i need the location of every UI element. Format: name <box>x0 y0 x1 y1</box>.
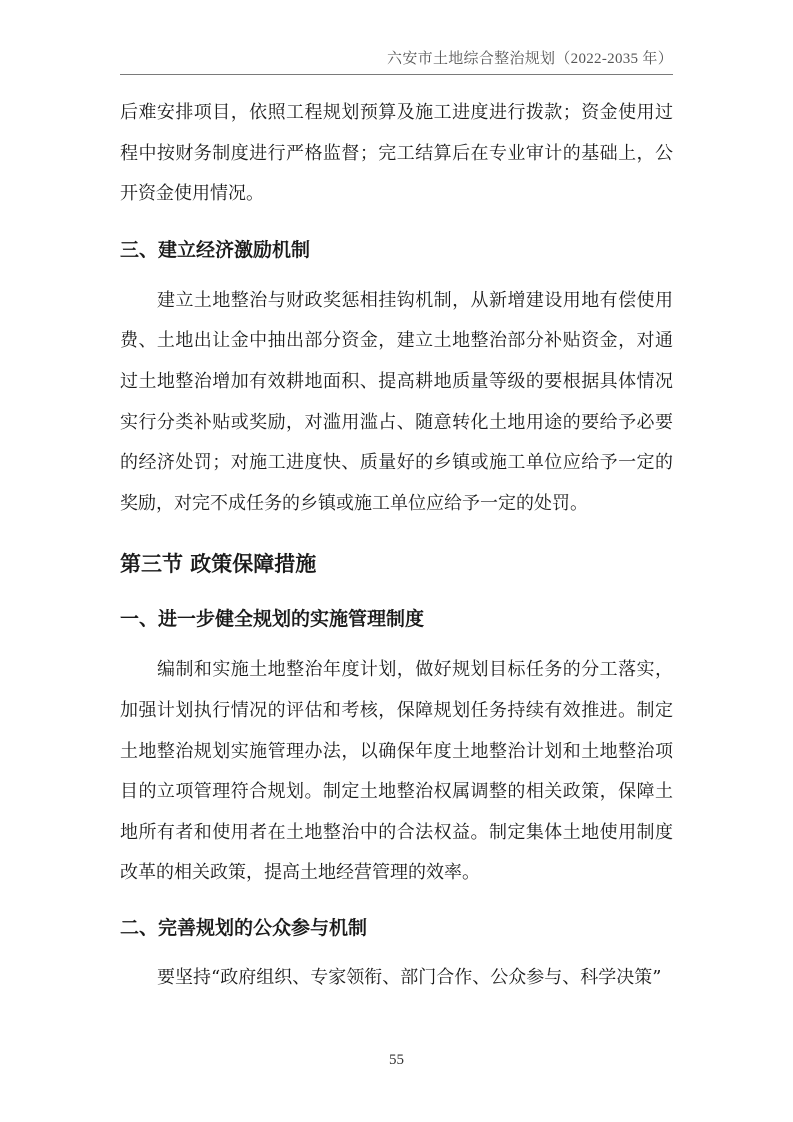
document-title: 六安市土地综合整治规划（2022-2035 年） <box>387 51 673 67</box>
paragraph-incentive: 建立土地整治与财政奖惩相挂钩机制，从新增建设用地有偿使用费、土地出让金中抽出部分资金，建立土地整治部分补贴资金，对通过土地整治增加有效耕地面积、提高耕地质量等级的要根据具体情况实行分类补贴或奖励，对滥用滥占、随意转化土地用途的要给予必要的经济处罚；对施工进度快、质量好的乡镇或施工单位应给予一定的奖励，对完不成任务的乡镇或施工单位应给予一定的处罚。 <box>120 289 673 514</box>
paragraph-funding: 后难安排项目，依照工程规划预算及施工进度进行拨款；资金使用过程中按财务制度进行严格监督；完工结算后在专业审计的基础上，公开资金使用情况。 <box>120 102 673 205</box>
heading-economic-incentive: 三、建立经济激励机制 <box>120 238 311 261</box>
page-body <box>120 93 673 999</box>
paragraph-public: 要坚持“政府组织、专家领衔、部门合作、公众参与、科学决策” <box>157 966 662 988</box>
heading-management-system: 一、进一步健全规划的实施管理制度 <box>120 608 425 631</box>
heading-public-participation: 二、完善规划的公众参与机制 <box>120 916 368 939</box>
paragraph-management: 编制和实施土地整治年度计划，做好规划目标任务的分工落实，加强计划执行情况的评估和考核，保障规划任务持续有效推进。制定土地整治规划实施管理办法，以确保年度土地整治计划和土地整治项目的立项管理符合规划。制定土地整治权属调整的相关政策，保障土地所有者和使用者在土地整治中的合法权益。制定集体土地使用制度改革的相关政策，提高土地经营管理的效率。 <box>120 659 673 884</box>
running-header <box>120 44 673 75</box>
section-heading-policy: 第三节 政策保障措施 <box>120 552 317 577</box>
page-number: 55 <box>389 1052 404 1068</box>
